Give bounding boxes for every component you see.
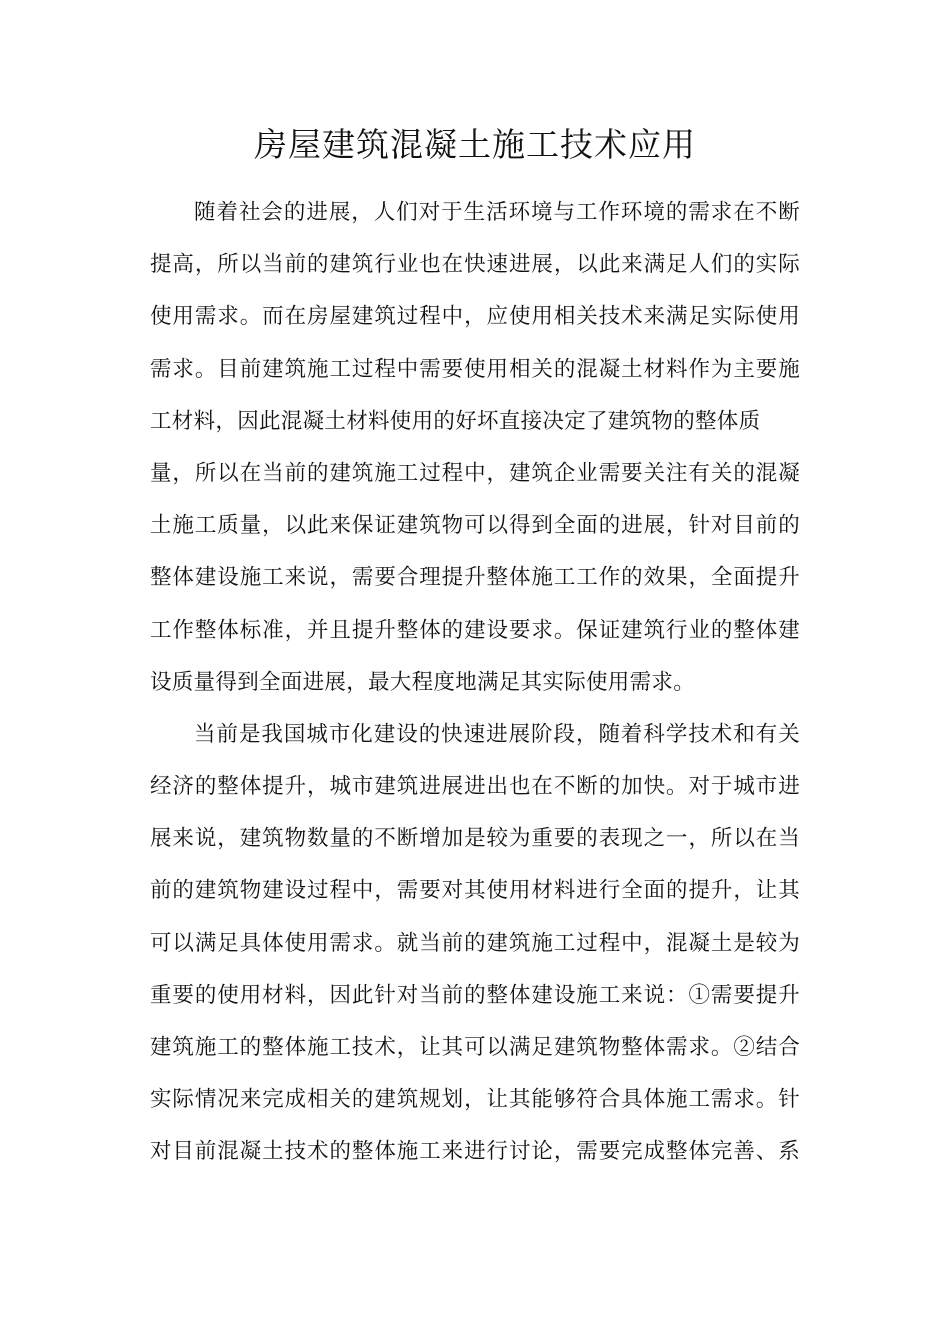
paragraph-line: 量，所以在当前的建筑施工过程中，建筑企业需要关注有关的混凝 [150, 460, 800, 486]
paragraph-line: 对目前混凝土技术的整体施工来进行讨论，需要完成整体完善、系 [150, 1139, 800, 1165]
paragraph-2 [150, 709, 800, 1179]
paragraph-1 [150, 187, 800, 709]
paragraph-line: 工作整体标准，并且提升整体的建设要求。保证建筑行业的整体建 [150, 617, 800, 643]
paragraph-line: 前的建筑物建设过程中，需要对其使用材料进行全面的提升，让其 [150, 878, 800, 904]
paragraph-line: 需求。目前建筑施工过程中需要使用相关的混凝土材料作为主要施 [150, 356, 800, 382]
paragraph-line: 可以满足具体使用需求。就当前的建筑施工过程中，混凝土是较为 [150, 930, 800, 956]
paragraph-line: 建筑施工的整体施工技术，让其可以满足建筑物整体需求。②结合 [150, 1035, 800, 1060]
document-body [150, 187, 800, 1179]
document-title: 房屋建筑混凝土施工技术应用 [254, 125, 696, 164]
paragraph-line: 经济的整体提升，城市建筑进展进出也在不断的加快。对于城市进 [150, 774, 800, 800]
paragraph-line: 重要的使用材料，因此针对当前的整体建设施工来说：①需要提升 [150, 982, 800, 1008]
paragraph-line: 实际情况来完成相关的建筑规划，让其能够符合具体施工需求。针 [150, 1087, 800, 1113]
paragraph-line: 提高，所以当前的建筑行业也在快速进展，以此来满足人们的实际 [150, 252, 800, 278]
paragraph-line: 展来说，建筑物数量的不断增加是较为重要的表现之一，所以在当 [150, 826, 800, 852]
paragraph-line: 设质量得到全面进展，最大程度地满足其实际使用需求。 [150, 669, 696, 695]
paragraph-line: 土施工质量，以此来保证建筑物可以得到全面的进展，针对目前的 [150, 513, 800, 539]
paragraph-line: 工材料，因此混凝土材料使用的好坏直接决定了建筑物的整体质 [150, 408, 761, 434]
paragraph-line: 随着社会的进展，人们对于生活环境与工作环境的需求在不断 [194, 200, 800, 225]
paragraph-line: 当前是我国城市化建设的快速进展阶段，随着科学技术和有关 [194, 721, 800, 747]
paragraph-line: 整体建设施工来说，需要合理提升整体施工工作的效果，全面提升 [150, 565, 800, 591]
paragraph-line: 使用需求。而在房屋建筑过程中，应使用相关技术来满足实际使用 [150, 304, 800, 330]
